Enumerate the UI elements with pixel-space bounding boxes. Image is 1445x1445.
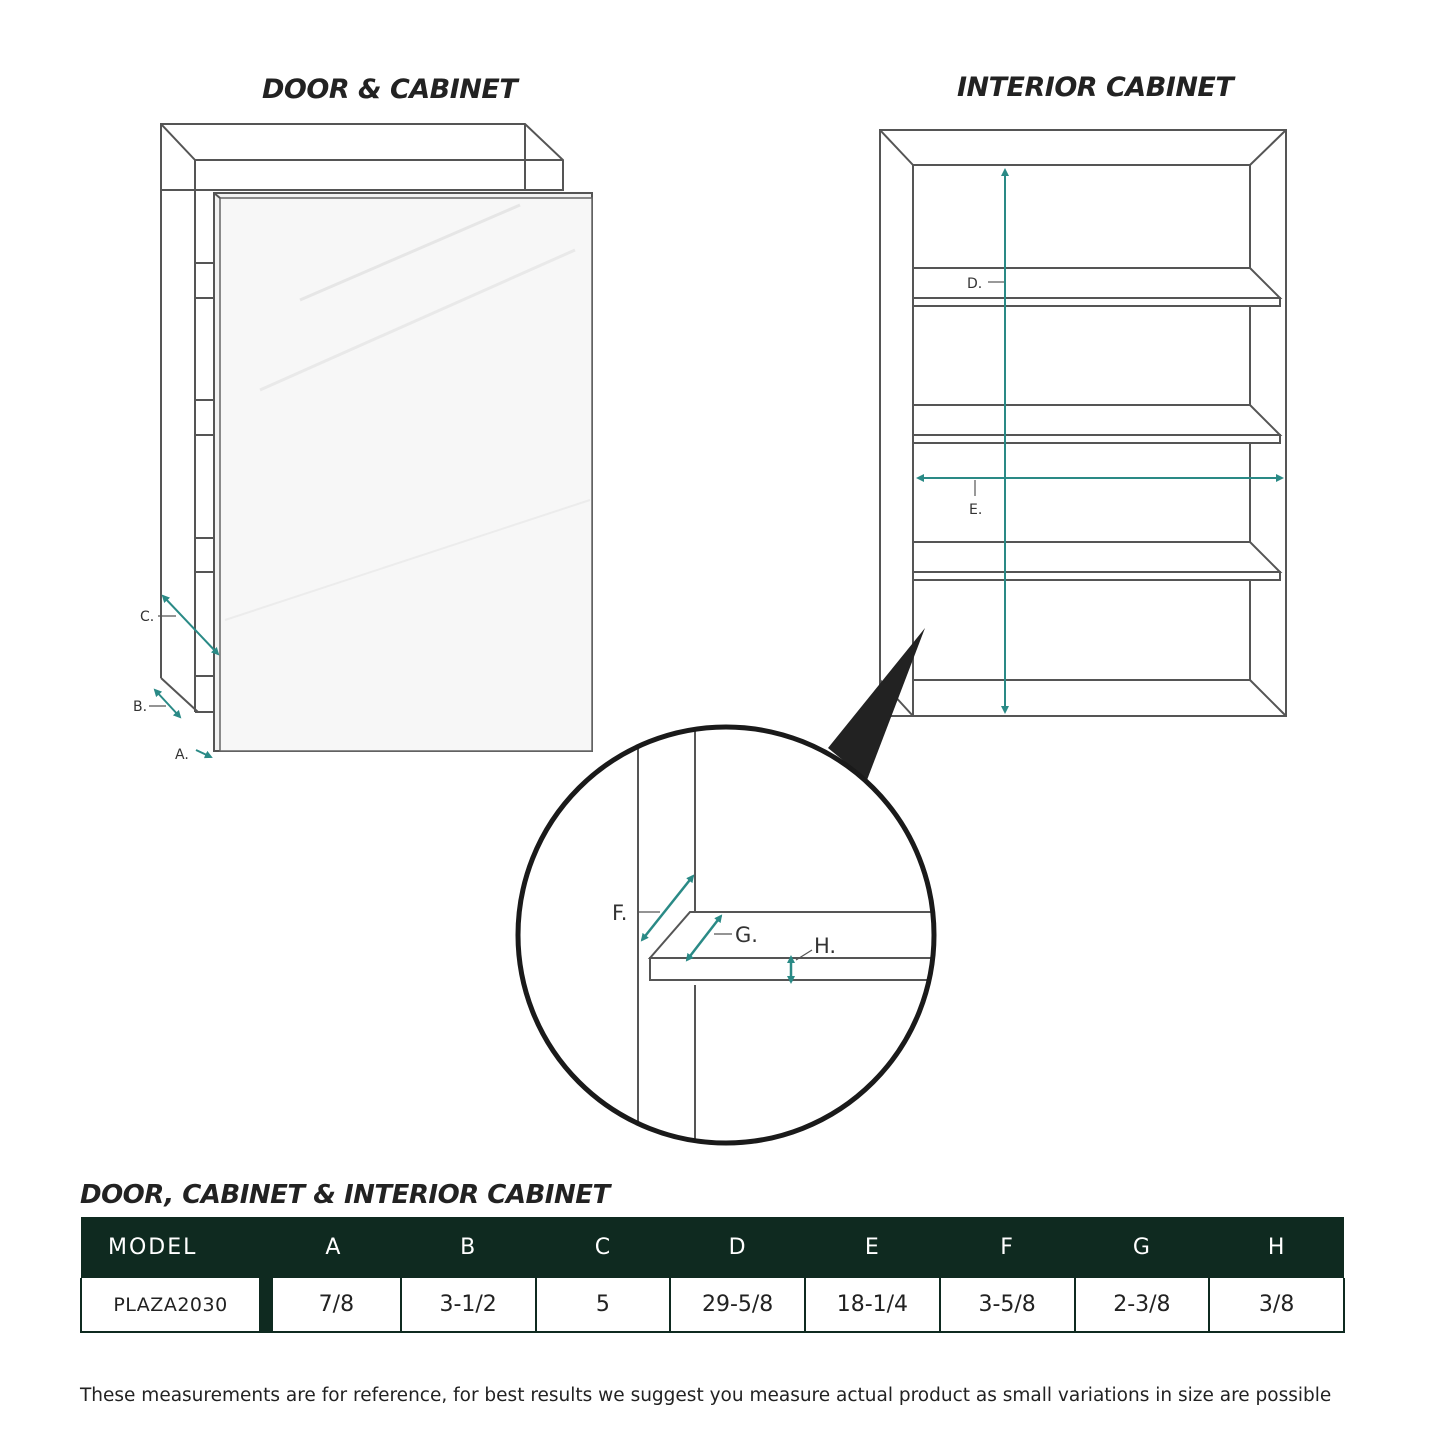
label-e: E.: [969, 502, 983, 518]
cell-c: 5: [536, 1278, 671, 1332]
col-header-h: H: [1209, 1217, 1344, 1278]
cell-a: 7/8: [266, 1278, 401, 1332]
label-c: C.: [140, 609, 155, 625]
label-g: G.: [735, 923, 758, 947]
dimensions-table: [80, 1217, 1345, 1333]
cell-model: PLAZA2030: [81, 1278, 266, 1332]
cell-e: 18-1/4: [805, 1278, 940, 1332]
col-header-g: G: [1075, 1217, 1210, 1278]
interior-cabinet-drawing: [880, 130, 1286, 716]
col-header-d: D: [670, 1217, 805, 1278]
label-h: H.: [814, 934, 837, 958]
col-header-e: E: [805, 1217, 940, 1278]
door-cabinet-title: DOOR & CABINET: [262, 74, 518, 105]
table-row: [81, 1278, 1344, 1332]
cell-h: 3/8: [1209, 1278, 1344, 1332]
cell-b: 3-1/2: [401, 1278, 536, 1332]
col-header-f: F: [940, 1217, 1075, 1278]
table-header-row: [81, 1217, 1344, 1278]
cell-d: 29-5/8: [670, 1278, 805, 1332]
col-header-a: A: [266, 1217, 401, 1278]
door-cabinet-drawing: [161, 124, 592, 751]
cell-g: 2-3/8: [1075, 1278, 1210, 1332]
table-title: DOOR, CABINET & INTERIOR CABINET: [80, 1180, 610, 1210]
label-f: F.: [612, 901, 628, 925]
col-header-b: B: [401, 1217, 536, 1278]
disclaimer-note: These measurements are for reference, for best results we suggest you measure actual product as small variations in size are possible: [80, 1385, 1332, 1406]
label-a: A.: [175, 747, 189, 763]
label-d: D.: [967, 276, 983, 292]
col-header-c: C: [536, 1217, 671, 1278]
detail-magnifier: [518, 700, 940, 1160]
cell-f: 3-5/8: [940, 1278, 1075, 1332]
col-header-model: MODEL: [81, 1217, 266, 1278]
interior-cabinet-title: INTERIOR CABINET: [957, 72, 1234, 103]
label-b: B.: [133, 699, 148, 715]
